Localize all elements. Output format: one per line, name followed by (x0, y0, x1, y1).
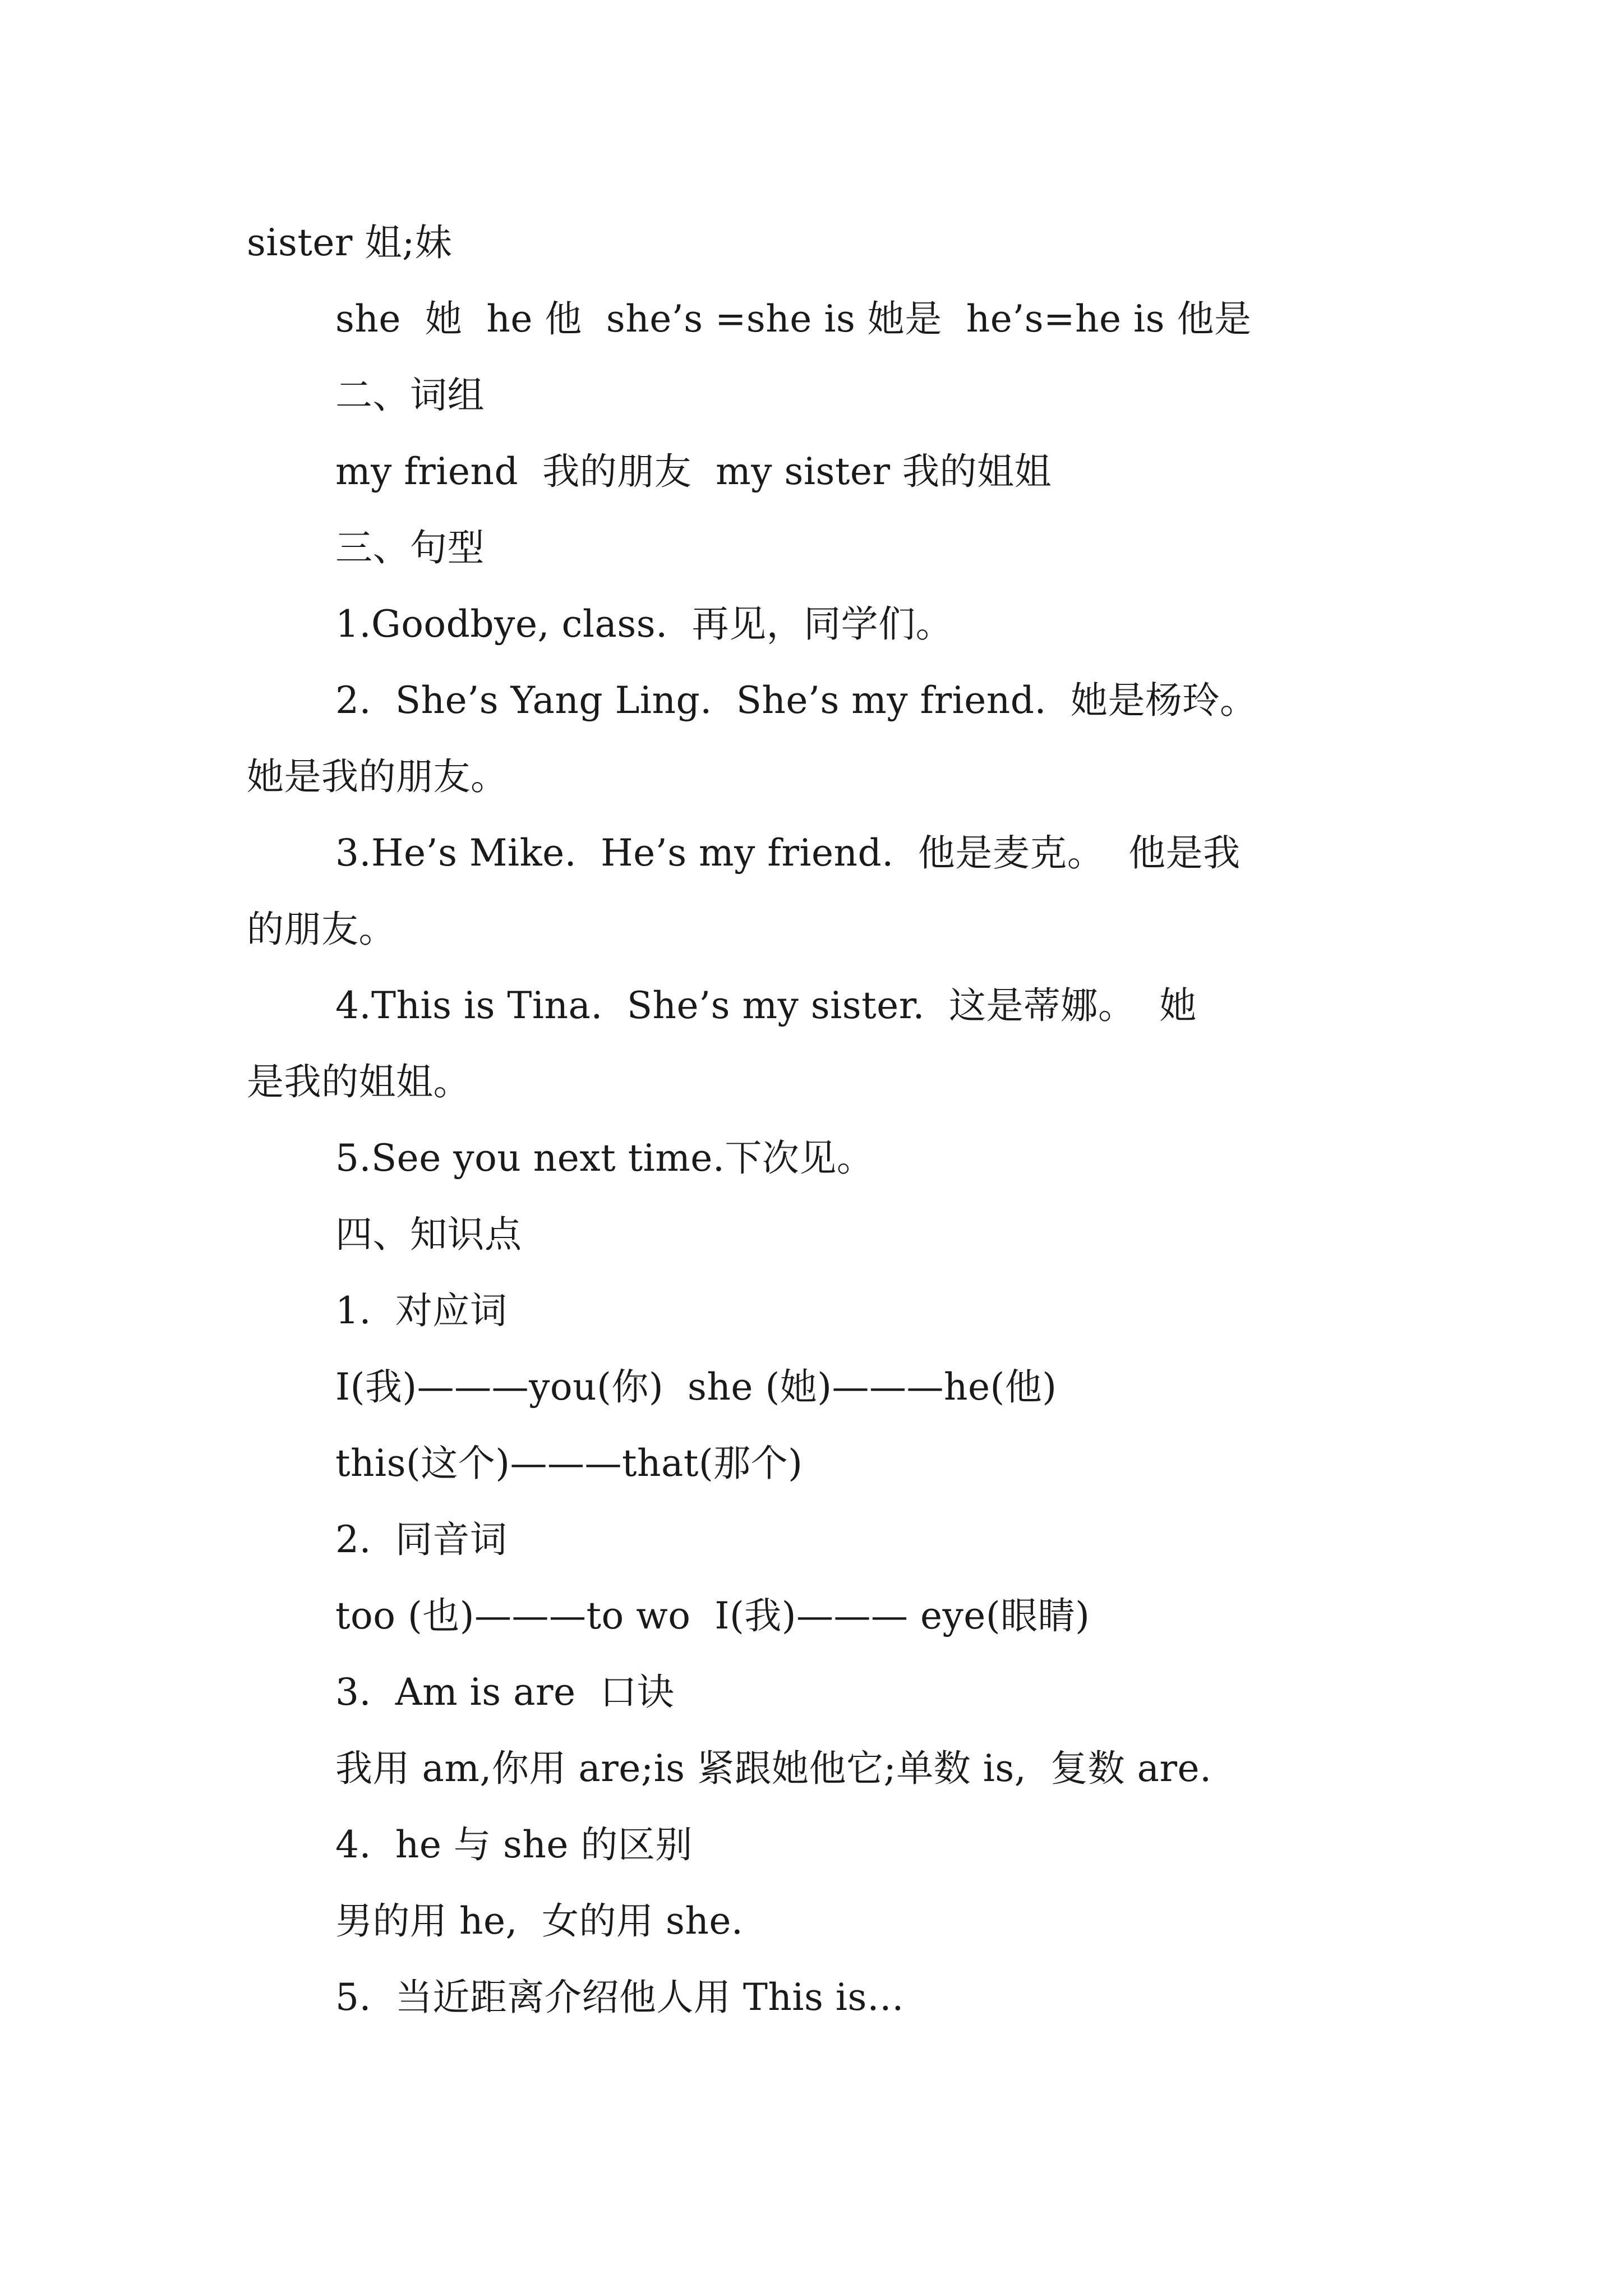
sentence-5: 5.See you next time.下次见。 (335, 1137, 874, 1180)
point-4-heading: 4. he 与 she 的区别 (335, 1823, 693, 1866)
sentence-3: 3.He’s Mike. He’s my friend. 他是麦克。 他是我 (335, 831, 1241, 875)
sentence-2: 2. She’s Yang Ling. She’s my friend. 她是杨玲。 (335, 679, 1257, 722)
vocab-line-pronouns: she 她 he 他 she’s =she is 她是 he’s=he is 他是 (335, 297, 1252, 341)
point-4-line-1: 男的用 he, 女的用 she. (335, 1899, 744, 1943)
sentence-1: 1.Goodbye, class. 再见，同学们。 (335, 602, 953, 646)
phrase-line: my friend 我的朋友 my sister 我的姐姐 (335, 450, 1052, 493)
vocab-line-sister: sister 姐;妹 (247, 221, 453, 264)
point-1-line-2: this(这个)———that(那个) (335, 1442, 803, 1485)
point-3-line-1: 我用 am,你用 are;is 紧跟她他它;单数 is, 复数 are. (335, 1747, 1212, 1790)
section-heading-sentences: 三、句型 (335, 526, 485, 569)
sentence-4-continued: 是我的姐姐。 (247, 1060, 471, 1103)
point-3-heading: 3. Am is are 口诀 (335, 1671, 675, 1714)
point-2-line-1: too (也)———to wo I(我)——— eye(眼睛) (335, 1594, 1090, 1637)
sentence-4: 4.This is Tina. She’s my sister. 这是蒂娜。 她 (335, 984, 1197, 1027)
point-1-line-1: I(我)———you(你) she (她)———he(他) (335, 1365, 1057, 1409)
section-heading-phrases: 二、词组 (335, 374, 485, 417)
point-5-heading: 5. 当近距离介绍他人用 This is… (335, 1976, 905, 2019)
sentence-2-continued: 她是我的朋友。 (247, 755, 508, 798)
sentence-3-continued: 的朋友。 (247, 908, 396, 951)
point-1-heading: 1. 对应词 (335, 1289, 508, 1332)
section-heading-knowledge: 四、知识点 (335, 1213, 522, 1256)
point-2-heading: 2. 同音词 (335, 1518, 508, 1561)
